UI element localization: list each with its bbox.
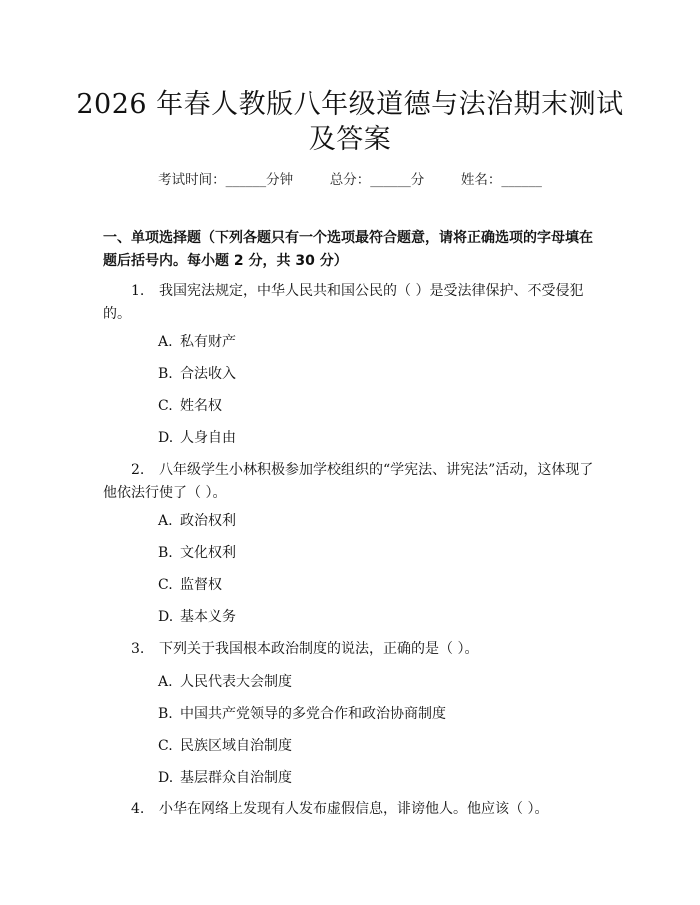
option-letter: D. <box>158 609 174 625</box>
question-text: 下列关于我国根本政治制度的说法，正确的是（ ）。 <box>159 641 479 657</box>
option-text: 私有财产 <box>180 334 236 350</box>
option-letter: B. <box>158 545 173 561</box>
option-2a[interactable] <box>158 511 236 531</box>
option-letter: D. <box>158 770 174 786</box>
question-text: 小华在网络上发现有人发布虚假信息，诽谤他人。他应该（ ）。 <box>159 801 549 817</box>
option-text: 中国共产党领导的多党合作和政治协商制度 <box>180 706 446 722</box>
question-2 <box>103 459 603 505</box>
option-1b[interactable] <box>158 364 236 384</box>
option-1a[interactable] <box>158 332 236 352</box>
option-text: 基本义务 <box>180 609 236 625</box>
option-3b[interactable] <box>158 704 446 724</box>
option-text: 人民代表大会制度 <box>180 674 292 690</box>
exam-meta <box>0 168 700 188</box>
question-1 <box>103 280 603 326</box>
option-3c[interactable] <box>158 736 292 756</box>
question-text: 我国宪法规定，中华人民共和国公民的（ ）是受法律保护、不受侵犯的。 <box>103 283 584 322</box>
option-3a[interactable] <box>158 672 292 692</box>
question-number: 4. <box>131 801 145 817</box>
option-letter: C. <box>158 398 173 414</box>
option-2b[interactable] <box>158 543 236 563</box>
option-2c[interactable] <box>158 575 222 595</box>
option-letter: C. <box>158 738 173 754</box>
option-3d[interactable] <box>158 768 292 788</box>
option-letter: D. <box>158 430 174 446</box>
question-number: 3. <box>131 641 145 657</box>
option-text: 基层群众自治制度 <box>180 770 292 786</box>
option-2d[interactable] <box>158 607 236 627</box>
option-letter: C. <box>158 577 173 593</box>
option-letter: B. <box>158 366 173 382</box>
section-heading-single-choice: 一、单项选择题（下列各题只有一个选项最符合题意，请将正确选项的字母填在题后括号内。每小题 2 分，共 30 分） <box>103 230 593 269</box>
option-letter: A. <box>158 334 173 350</box>
question-3 <box>103 638 603 661</box>
option-1d[interactable] <box>158 428 236 448</box>
option-text: 姓名权 <box>180 398 222 414</box>
option-letter: B. <box>158 706 173 722</box>
page-title-line1: 2026 年春人教版八年级道德与法治期末测试 <box>76 89 624 120</box>
option-text: 人身自由 <box>180 430 236 446</box>
option-text: 政治权利 <box>180 513 236 529</box>
page-title-line2: 及答案 <box>308 124 392 155</box>
exam-score: 总分：______分 <box>329 172 425 188</box>
question-4 <box>103 798 603 821</box>
exam-time: 考试时间：______分钟 <box>158 172 294 188</box>
option-letter: A. <box>158 674 173 690</box>
question-number: 2. <box>131 462 145 478</box>
option-letter: A. <box>158 513 173 529</box>
option-text: 民族区域自治制度 <box>180 738 292 754</box>
option-1c[interactable] <box>158 396 222 416</box>
option-text: 文化权利 <box>180 545 236 561</box>
question-text: 八年级学生小林积极参加学校组织的“学宪法、讲宪法”活动，这体现了他依法行使了（ ）。 <box>103 462 594 501</box>
question-number: 1. <box>131 283 145 299</box>
option-text: 监督权 <box>180 577 222 593</box>
exam-name: 姓名：______ <box>460 172 542 188</box>
option-text: 合法收入 <box>180 366 236 382</box>
